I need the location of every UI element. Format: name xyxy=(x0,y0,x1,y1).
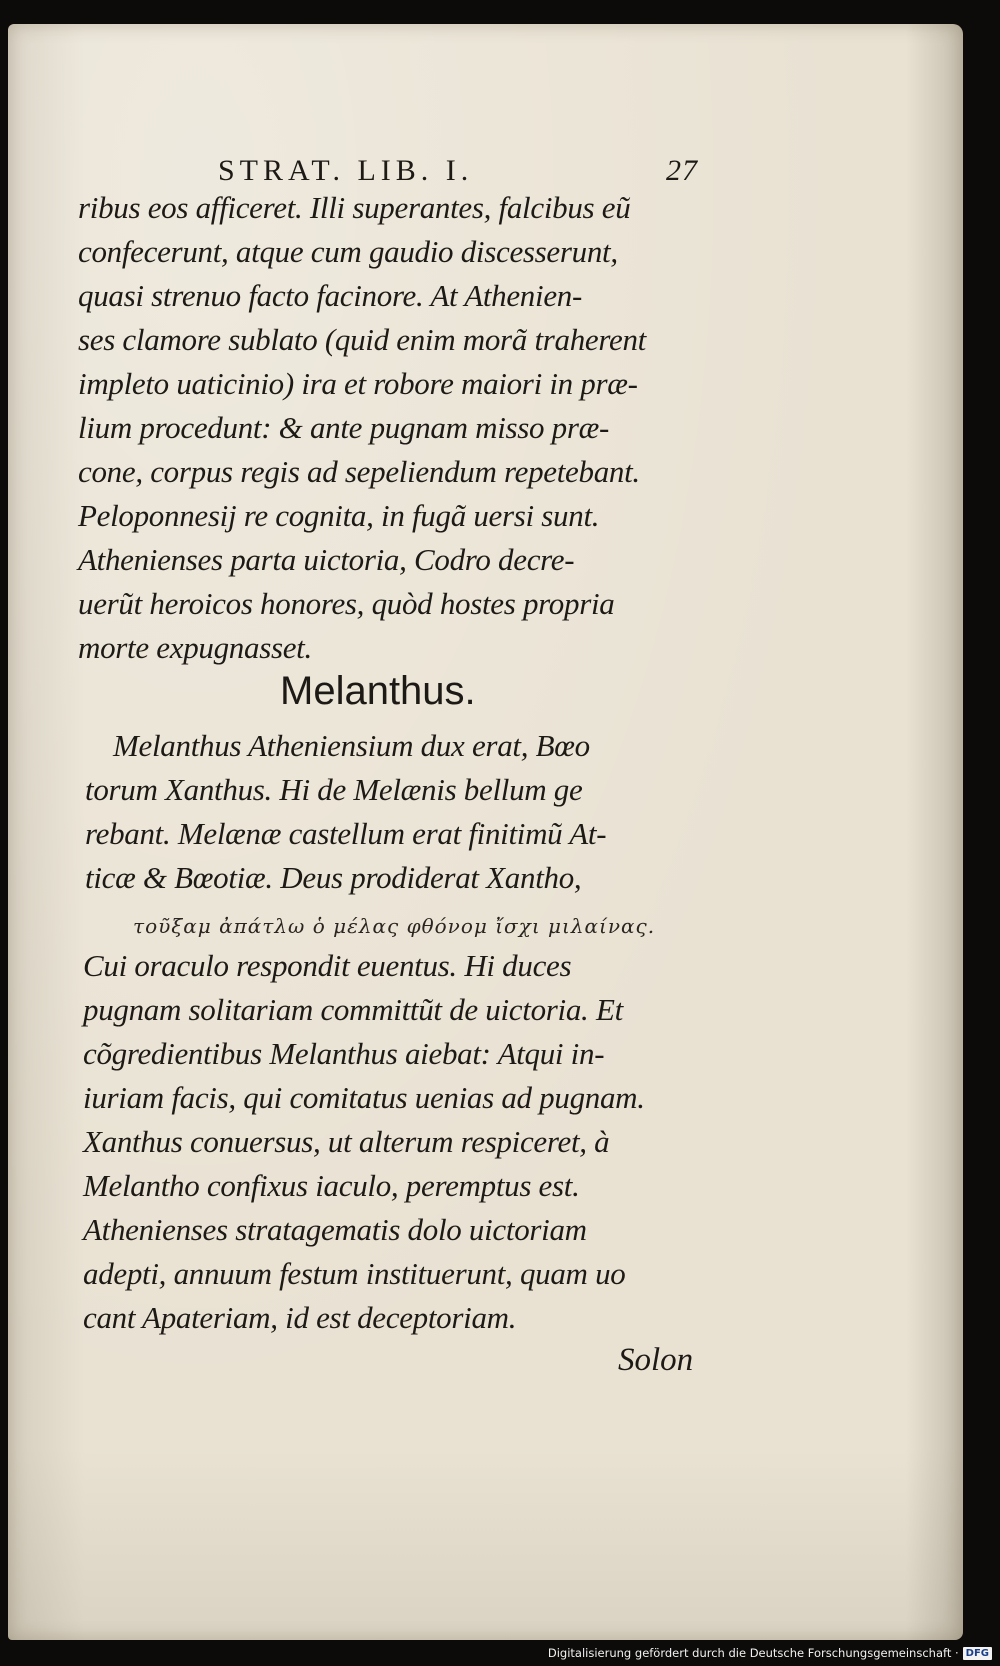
text-line: Cui oraculo respondit euentus. Hi duces xyxy=(83,948,572,983)
catchword: Solon xyxy=(618,1342,694,1378)
text-line: cant Apateriam, id est deceptoriam. xyxy=(83,1300,517,1335)
text-line: ses clamore sublato (quid enim morã traherent xyxy=(78,322,646,357)
text-line: Melantho confixus iaculo, peremptus est. xyxy=(83,1168,580,1203)
text-line: adepti, annuum festum instituerunt, quam uo xyxy=(83,1256,626,1291)
text-line: Melanthus Atheniensium dux erat, Bœo xyxy=(113,728,590,763)
book-page xyxy=(8,24,963,1640)
greek-oracle-verse: τοῦξαμ ἀπάτλω ὁ μέλας φθόνομ ἴσχι μιλαίνας. xyxy=(133,914,656,938)
text-line: uerũt heroicos honores, quòd hostes propria xyxy=(78,586,615,621)
dfg-logo: DFG xyxy=(963,1647,992,1660)
text-line: torum Xanthus. Hi de Melænis bellum ge xyxy=(85,772,583,807)
text-line: cõgredientibus Melanthus aiebat: Atqui in- xyxy=(83,1036,605,1071)
text-line: iuriam facis, qui comitatus uenias ad pugnam. xyxy=(83,1080,645,1115)
digitization-credit xyxy=(548,1644,992,1662)
text-line: pugnam solitariam committũt de uictoria. Et xyxy=(83,992,623,1027)
text-line: cone, corpus regis ad sepeliendum repetebant. xyxy=(78,454,640,489)
text-line: Athenienses stratagematis dolo uictoriam xyxy=(83,1212,587,1247)
text-line: rebant. Melænæ castellum erat finitimũ At- xyxy=(85,816,607,851)
text-line: Xanthus conuersus, ut alterum respiceret, à xyxy=(83,1124,610,1159)
page-number: 27 xyxy=(666,154,698,187)
running-head xyxy=(218,154,698,188)
paragraph-codrus xyxy=(78,186,708,670)
text-line: Peloponnesij re cognita, in fugã uersi sunt. xyxy=(78,498,600,533)
text-line: ribus eos afficeret. Illi superantes, falcibus eũ xyxy=(78,190,631,225)
text-line: confecerunt, atque cum gaudio discesserunt, xyxy=(78,234,618,269)
text-line: quasi strenuo facto facinore. At Athenien- xyxy=(78,278,583,313)
text-line: ticæ & Bœotiæ. Deus prodiderat Xantho, xyxy=(85,860,582,895)
paragraph-oracle xyxy=(83,944,713,1340)
text-line: morte expugnasset. xyxy=(78,630,312,665)
text-line: Athenienses parta uictoria, Codro decre- xyxy=(78,542,575,577)
section-heading: Melanthus. xyxy=(280,669,476,713)
paragraph-melanthus xyxy=(85,724,713,900)
credit-text: Digitalisierung gefördert durch die Deutsche Forschungsgemeinschaft · xyxy=(547,1646,959,1660)
text-line: lium procedunt: & ante pugnam misso præ- xyxy=(78,410,610,445)
running-head-title: STRAT. LIB. I. xyxy=(218,154,474,187)
text-line: impleto uaticinio) ira et robore maiori in præ- xyxy=(78,366,638,401)
